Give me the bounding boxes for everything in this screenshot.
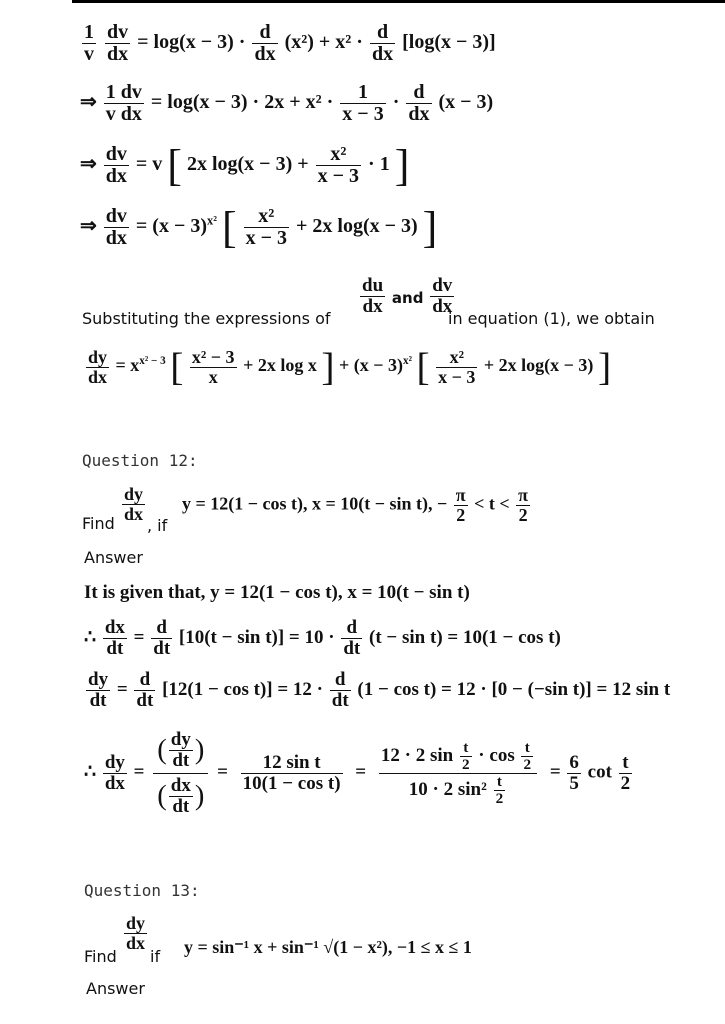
substitution-text-after: in equation (1), we obtain — [448, 309, 655, 328]
q13-find-if: if — [150, 947, 161, 966]
q12-given: It is given that, y = 12(1 − cos t), x = 10(t − sin t) — [84, 582, 470, 603]
q13-answer-label: Answer — [86, 979, 145, 998]
q12-find-label: Find — [82, 514, 115, 533]
q12-answer-label: Answer — [84, 548, 143, 567]
q13-find-fraction: $\frac{dy}{dx}$ — [126, 913, 146, 953]
equation-3: ⇒ $\frac{dv}{dx}$ = v [ 2x log(x − 3) + $\frac{\text{x²}}{x - 3}$ · 1 ] — [80, 141, 410, 190]
q12-dx-dt-line: ∴ $\frac{dx}{dt}$ = $\frac{d}{dt}$ [10(t − sin t)] = 10 · $\frac{d}{dt}$ (t − sin t) = 10(1 − cos t) — [84, 617, 561, 659]
substitution-text-before: Substituting the expressions of — [82, 309, 331, 328]
equation-1: $\frac{1}{v}$ $\frac{dv}{dx}$ = log(x − 3) · $\frac{d}{dx}$ (x²) + x² · $\frac{d}{dx}$ [log(x − 3)] — [84, 21, 496, 65]
q12-dy-dt-line: $\frac{dy}{dt}$ = $\frac{d}{dt}$ [12(1 − cos t)] = 12 · $\frac{d}{dt}$ (1 − cos t) = 12 · [0 − (−sin t)] = 12 sin t — [88, 669, 671, 711]
q12-dy-dx-line: ∴ $\frac{dy}{dx}$ = ( $\frac{dy}{dt}$ ) ( $\frac{dx}{dt}$ ) = $\frac{\text{12 sin t}}{\text{10(1 − cos t)}}$ = 12 · 2 sin $\frac{t}{2}$ · cos $\frac{t}{2}$ 10 · 2 sin² $\frac{t}{2}$ = $\frac{6}{5}$ cot $\frac{t}{2}$ — [84, 729, 631, 817]
question-13-heading: Question 13: — [84, 881, 200, 900]
question-12-heading: Question 12: — [82, 451, 198, 470]
equation-2: ⇒ $\frac{1 dv}{\text{v dx}}$ = log(x − 3) · 2x + x² · $\frac{1}{x - 3}$ · $\frac{d}{dx}$ (x − 3) — [80, 81, 494, 125]
equation-4: ⇒ $\frac{dv}{dx}$ = $(x - 3)^{x^2}$ [ $\frac{\text{x²}}{x - 3}$ + 2x log(x − 3) ] — [80, 203, 438, 252]
q13-condition: y = sin⁻¹ x + sin⁻¹ √(1 − x²), −1 ≤ x ≤ 1 — [184, 937, 472, 957]
q12-condition: y = 12(1 − cos t), x = 10(t − sin t), − $\frac{\pi}{2}$ < t < $\frac{\pi}{2}$ — [182, 485, 529, 525]
top-border — [72, 0, 725, 3]
q12-find-fraction: $\frac{dy}{dx}$ — [124, 484, 144, 524]
final-equation: $\frac{dy}{dx}$ = $x^{x^2 - 3}$ [ $\frac{\text{x² − 3}}{x}$ + 2x log x ] + $(x - 3)^{x^2}$ [ $\frac{\text{x²}}{x - 3}$ + 2x log(x − 3) ] — [88, 345, 612, 389]
q12-find-if: , if — [147, 516, 168, 535]
du-dv-fraction-pair: $\frac{du}{dx}$ and $\frac{dv}{dx}$ — [362, 275, 453, 317]
q13-find-label: Find — [84, 947, 117, 966]
